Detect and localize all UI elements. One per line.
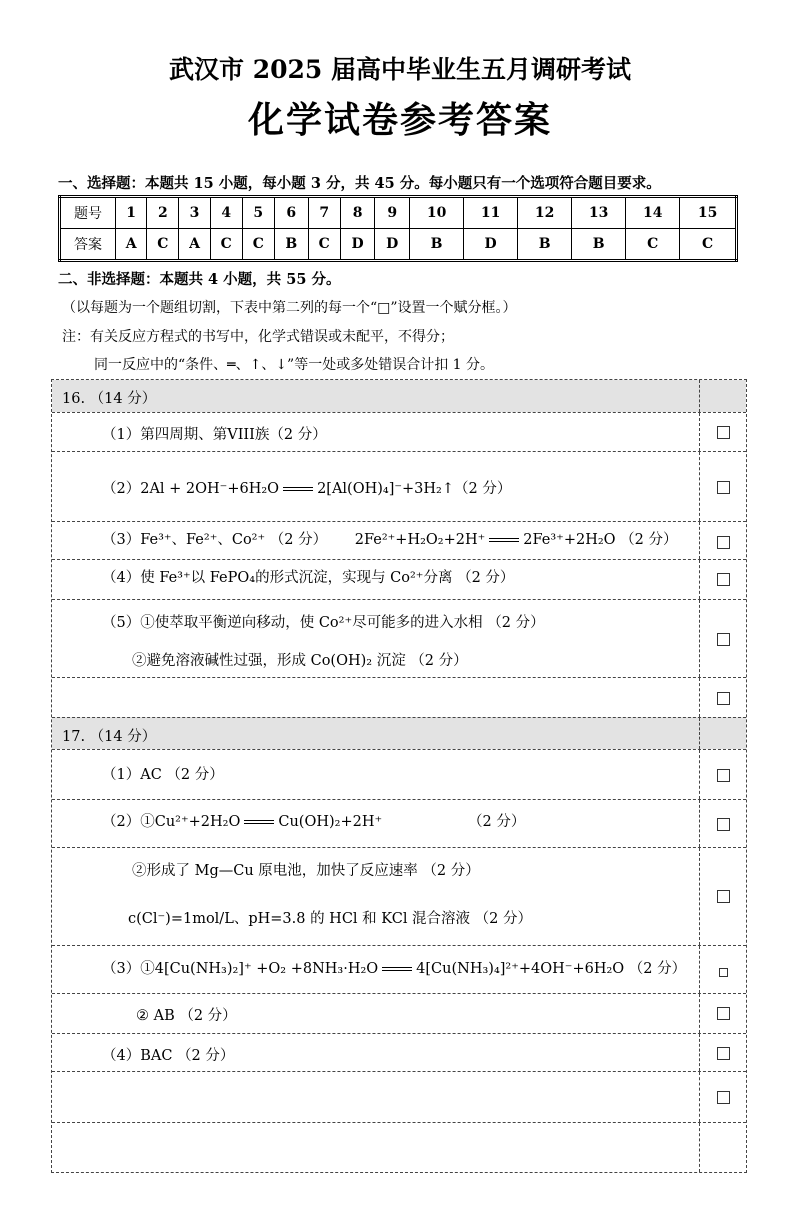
- score-box[interactable]: [717, 818, 730, 831]
- score-box[interactable]: [717, 426, 730, 439]
- answer-cell: D: [340, 229, 375, 261]
- q17-row-empty-1: [52, 1071, 746, 1122]
- q17-header: 17. （14 分）: [62, 729, 157, 745]
- q16-header: 16. （14 分）: [62, 391, 157, 407]
- q16-row-5: [52, 599, 746, 677]
- q16-answer-5-2: ②避免溶液碱性过强，形成 Co(OH)₂ 沉淀 （2 分）: [132, 653, 468, 669]
- question-number: 11: [464, 197, 518, 229]
- answer-cell: C: [626, 229, 680, 261]
- question-number-row: [60, 197, 737, 229]
- q17-answer-2-2: ②形成了 Mg—Cu 原电池，加快了反应速率 （2 分）: [132, 863, 480, 879]
- answer-cell: C: [242, 229, 274, 261]
- question-number: 1: [116, 197, 147, 229]
- answer-cell: B: [518, 229, 572, 261]
- row-label-question: 题号: [60, 197, 116, 229]
- q17-row-6: [52, 1033, 746, 1071]
- score-box[interactable]: [717, 536, 730, 549]
- grading-note-2: 注：有关反应方程式的书写中，化学式错误或未配平，不得分；: [62, 329, 454, 345]
- question-number: 15: [680, 197, 737, 229]
- row-label-answer: 答案: [60, 229, 116, 261]
- question-number: 10: [410, 197, 464, 229]
- question-number: 6: [274, 197, 308, 229]
- question-number: 14: [626, 197, 680, 229]
- q17-row-5: [52, 993, 746, 1033]
- score-box[interactable]: [717, 769, 730, 782]
- exam-title: 武汉市 2025 届高中毕业生五月调研考试: [169, 55, 631, 84]
- q16-answer-4: （4）使 Fe³⁺以 FePO₄的形式沉淀，实现与 Co²⁺分离 （2 分）: [102, 570, 515, 586]
- q17-answer-2-3: c(Cl⁻)=1mol/L、pH=3.8 的 HCl 和 KCl 混合溶液 （2 分）: [128, 911, 533, 927]
- q17-row-empty-2: [52, 1122, 746, 1172]
- q16-row-3: [52, 521, 746, 559]
- q16-answer-2: （2）2Al + 2OH⁻+6H₂O 2[Al(OH)₄]⁻+3H₂↑（2 分）: [102, 481, 512, 497]
- q17-answer-3-1: （3）①4[Cu(NH₃)₂]⁺ +O₂ +8NH₃·H₂O 4[Cu(NH₃)₄]²⁺+4OH⁻+6H₂O （2 分）: [102, 961, 687, 977]
- question-number: 9: [375, 197, 410, 229]
- question-number: 2: [147, 197, 179, 229]
- q17-row-3: [52, 847, 746, 945]
- q17-answer-4: （4）BAC （2 分）: [102, 1048, 235, 1064]
- question-number: 12: [518, 197, 572, 229]
- q16-answer-1: （1）第四周期、第VIII族（2 分）: [102, 427, 327, 443]
- answer-cell: A: [116, 229, 147, 261]
- q16-header-row: [52, 380, 746, 412]
- answer-key-title: 化学试卷参考答案: [247, 99, 552, 141]
- answer-cell: B: [410, 229, 464, 261]
- score-box[interactable]: [719, 968, 728, 977]
- q16-row-1: [52, 412, 746, 451]
- grading-grid: [51, 379, 747, 1173]
- part2-heading: 二、非选择题：本题共 4 小题，共 55 分。: [58, 271, 341, 288]
- score-box[interactable]: [717, 692, 730, 705]
- q16-row-4: [52, 559, 746, 599]
- question-number: 4: [210, 197, 242, 229]
- answer-cell: B: [572, 229, 626, 261]
- question-number: 8: [340, 197, 375, 229]
- q17-row-4: [52, 945, 746, 993]
- q17-row-1: [52, 749, 746, 799]
- mc-answer-table: [58, 195, 738, 262]
- answer-cell: C: [147, 229, 179, 261]
- score-box[interactable]: [717, 573, 730, 586]
- score-box[interactable]: [717, 481, 730, 494]
- part1-heading: 一、选择题：本题共 15 小题，每小题 3 分，共 45 分。每小题只有一个选项符合题目要求。: [58, 175, 661, 192]
- answer-row: [60, 229, 737, 261]
- score-box[interactable]: [717, 1007, 730, 1020]
- q16-row-empty: [52, 677, 746, 717]
- answer-cell: B: [274, 229, 308, 261]
- answer-cell: A: [179, 229, 210, 261]
- answer-cell: C: [680, 229, 737, 261]
- question-number: 3: [179, 197, 210, 229]
- q17-answer-2-1: （2）①Cu²⁺+2H₂O Cu(OH)₂+2H⁺: [102, 814, 383, 830]
- q16-answer-3: （3）Fe³⁺、Fe²⁺、Co²⁺ （2 分） 2Fe²⁺+H₂O₂+2H⁺ 2Fe³⁺+2H₂O （2 分）: [102, 532, 678, 548]
- question-number: 5: [242, 197, 274, 229]
- q17-header-row: [52, 717, 746, 749]
- score-box[interactable]: [717, 890, 730, 903]
- q17-row-2: [52, 799, 746, 847]
- answer-cell: D: [375, 229, 410, 261]
- grading-note-3: 同一反应中的“条件、═、↑、↓”等一处或多处错误合计扣 1 分。: [94, 357, 495, 373]
- question-number: 7: [308, 197, 340, 229]
- answer-cell: D: [464, 229, 518, 261]
- q16-answer-5-1: （5）①使萃取平衡逆向移动，使 Co²⁺尽可能多的进入水相 （2 分）: [102, 615, 545, 631]
- answer-cell: C: [308, 229, 340, 261]
- score-box[interactable]: [717, 1047, 730, 1060]
- q16-row-2: [52, 451, 746, 521]
- q17-answer-2-1-score: （2 分）: [468, 814, 526, 830]
- score-box[interactable]: [717, 633, 730, 646]
- question-number: 13: [572, 197, 626, 229]
- q17-answer-1: （1）AC （2 分）: [102, 767, 224, 783]
- score-box[interactable]: [717, 1091, 730, 1104]
- grading-note-1: （以每题为一个题组切割，下表中第二列的每一个“□”设置一个赋分框。）: [62, 300, 517, 316]
- q17-answer-3-2: ② AB （2 分）: [136, 1008, 237, 1024]
- answer-cell: C: [210, 229, 242, 261]
